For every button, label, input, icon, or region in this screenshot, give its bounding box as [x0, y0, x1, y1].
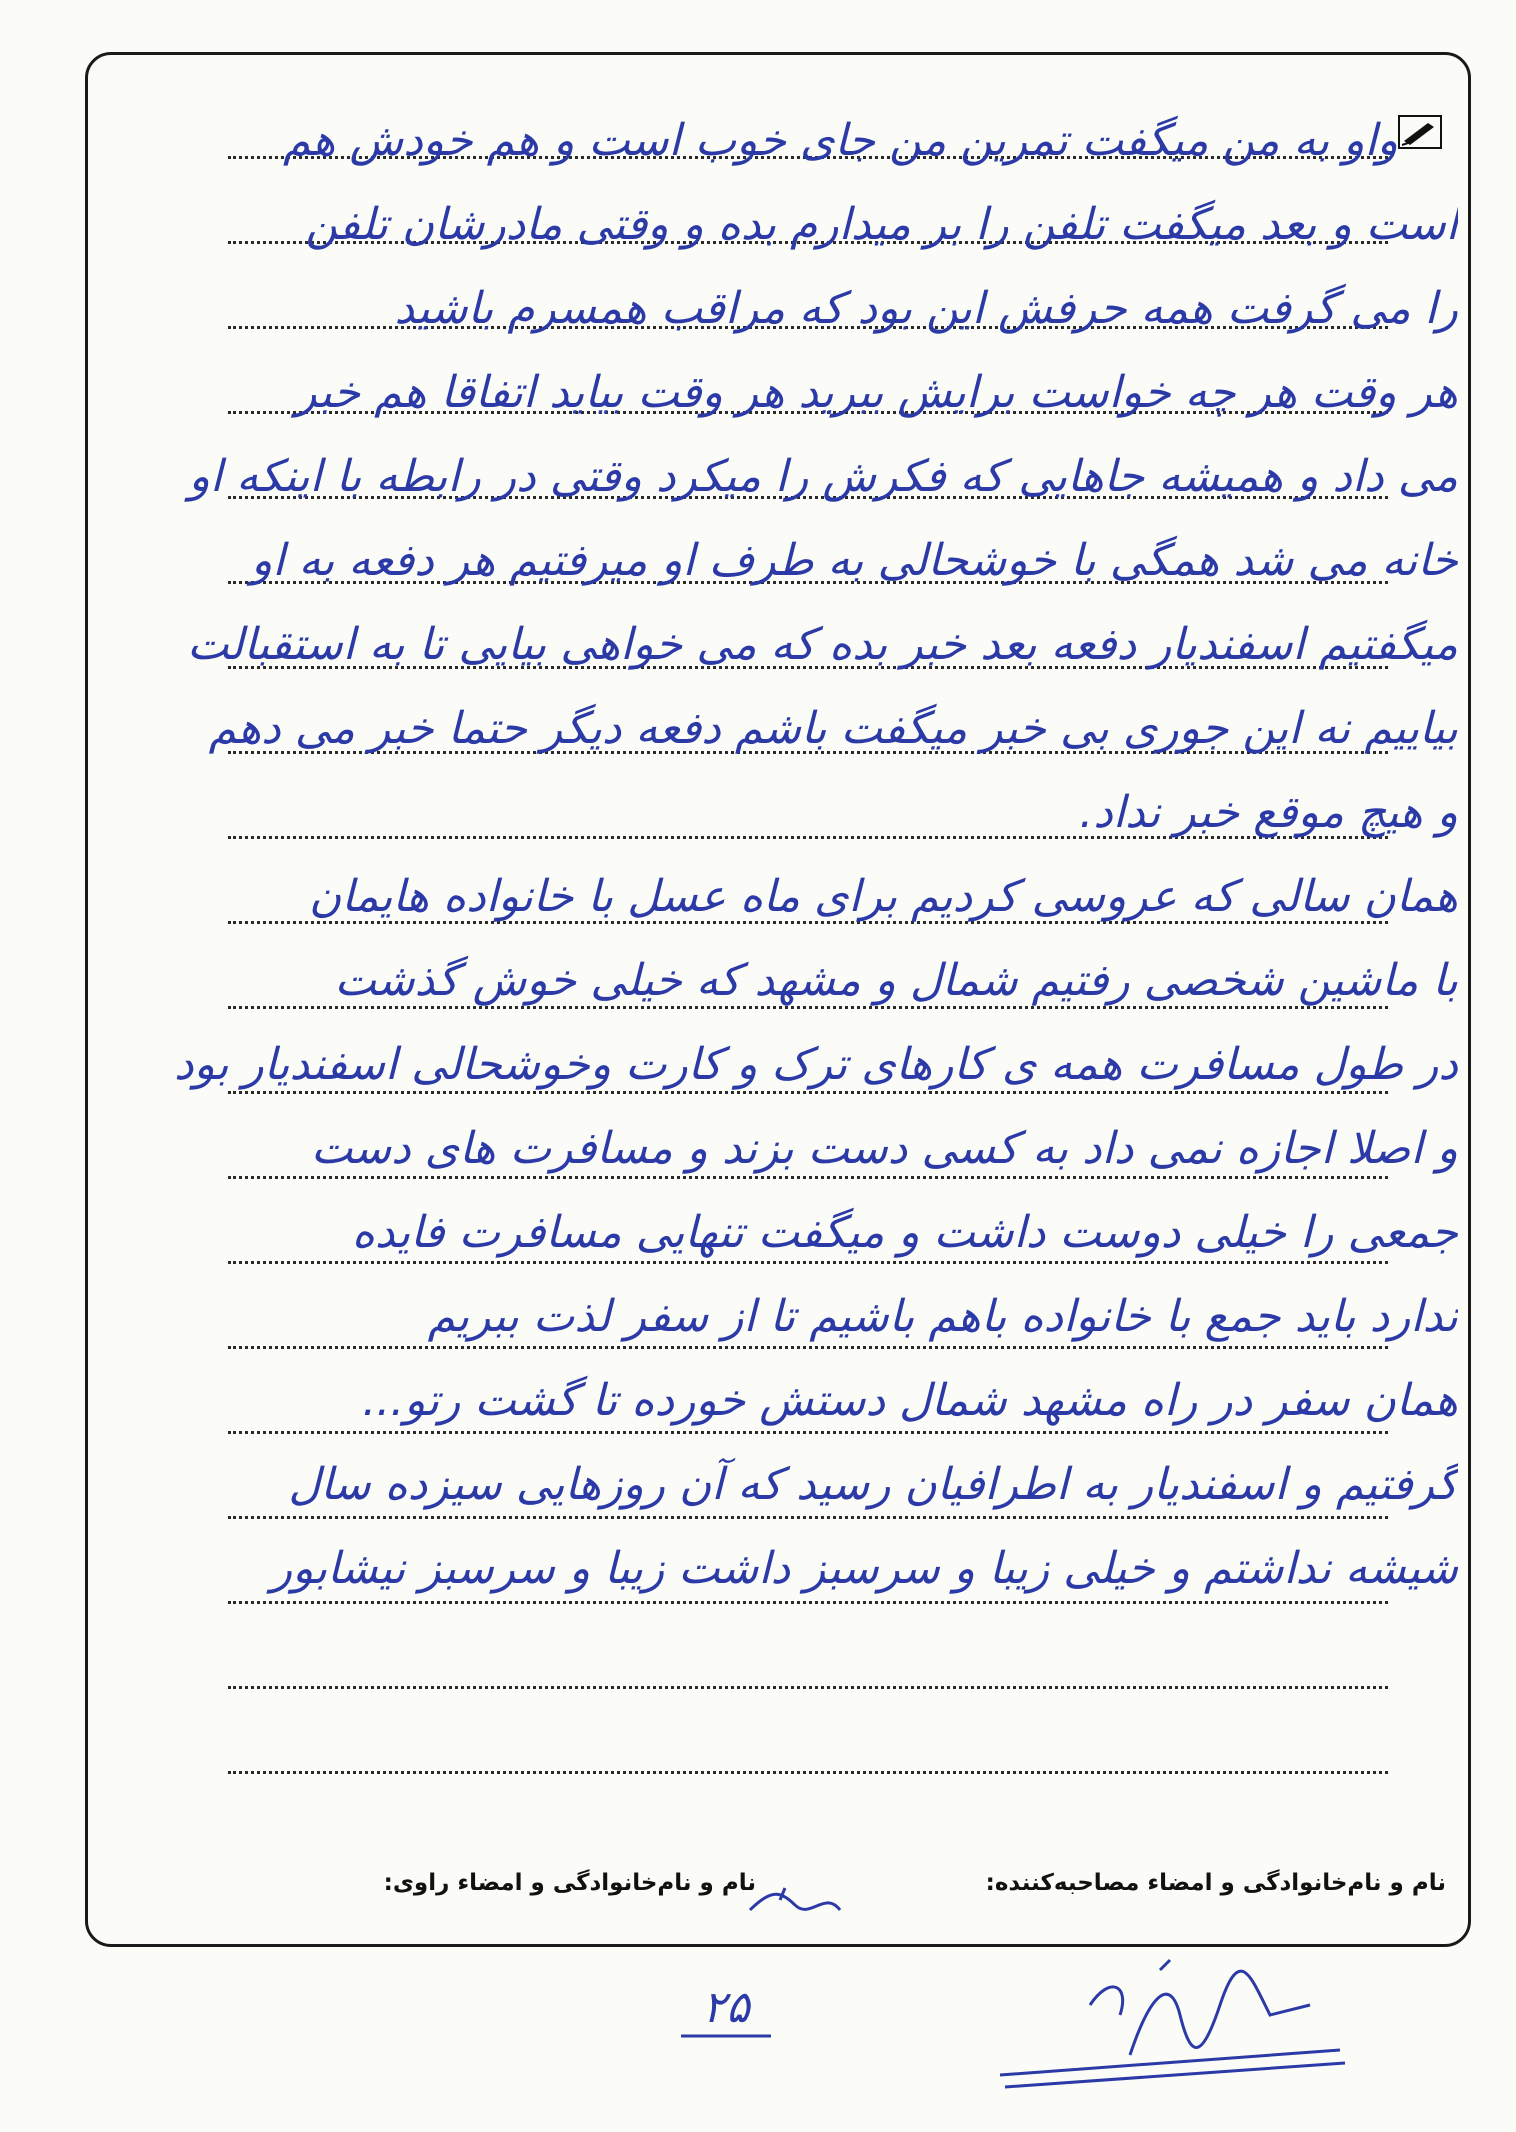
interviewer-signature [740, 1880, 850, 1930]
pen-icon [1398, 115, 1442, 149]
handwritten-line: همان سالی که عروسی کردیم برای ماه عسل با خانواده هایمان [309, 871, 1458, 922]
page-number-underline-icon [666, 1980, 786, 2050]
handwritten-line: خانه می شد همگی با خوشحالی به طرف او میرفتیم هر دفعه به او [251, 535, 1458, 586]
narrator-signature [980, 1955, 1360, 2105]
page-number [666, 1980, 786, 2050]
ruled-line [228, 1516, 1388, 1519]
handwritten-line: با ماشین شخصی رفتیم شمال و مشهد که خیلی خوش گذشت [334, 955, 1458, 1006]
handwritten-line: است و بعد میگفت تلفن را بر میدارم بده و وقتی مادرشان تلفن [305, 199, 1458, 250]
handwritten-line: بیاییم نه این جوری بی خبر میگفت باشم دفعه دیگر حتما خبر می دهم [208, 703, 1458, 754]
handwritten-line: می داد و همیشه جاهایی که فکرش را میکرد وقتی در رابطه با اینکه او [188, 451, 1458, 502]
handwritten-line: میگفتیم اسفندیار دفعه بعد خبر بده که می خواهی بیایی تا به استقبالت [187, 619, 1458, 670]
handwritten-line: ندارد باید جمع با خانواده باهم باشیم تا از سفر لذت ببریم [427, 1291, 1458, 1342]
ruled-line [228, 1686, 1388, 1689]
handwritten-line: واو به من میگفت تمرین من جای خوب است و هم خودش هم [283, 115, 1398, 166]
handwritten-line: هر وقت هر چه خواست برایش ببرید هر وقت بیاید اتفاقا هم خبر [295, 367, 1458, 418]
interviewer-label: نام و نام‌خانوادگی و امضاء مصاحبه‌کننده: [985, 1870, 1446, 1896]
handwritten-line: و اصلا اجازه نمی داد به کسی دست بزند و مسافرت های دست [311, 1123, 1458, 1174]
narrator-label: نام و نام‌خانوادگی و امضاء راوی: [383, 1870, 756, 1896]
page-number-text: ۲۵ [702, 1982, 750, 2033]
ruled-line [228, 1431, 1388, 1434]
ruled-line [228, 1771, 1388, 1774]
handwritten-line: در طول مسافرت همه ی کارهای ترک و کارت وخوشحالی اسفندیار بود [174, 1039, 1458, 1090]
handwritten-line: همان سفر در راه مشهد شمال دستش خورده تا گشت رتو... [362, 1375, 1458, 1426]
ruled-line [228, 1601, 1388, 1604]
page-frame [85, 52, 1471, 1947]
handwritten-line: را می گرفت همه حرفش این بود که مراقب همسرم باشید [394, 283, 1458, 334]
handwritten-line: گرفتیم و اسفندیار به اطرافیان رسید که آن روزهایی سیزده سال [288, 1459, 1458, 1510]
handwritten-line: شیشه نداشتم و خیلی زیبا و سرسبز داشت زیبا و سرسبز نیشابور [270, 1543, 1458, 1594]
handwritten-line: و هیچ موقع خبر نداد. [1079, 787, 1458, 838]
handwritten-line: جمعی را خیلی دوست داشت و میگفت تنهایی مسافرت فایده [351, 1207, 1458, 1258]
